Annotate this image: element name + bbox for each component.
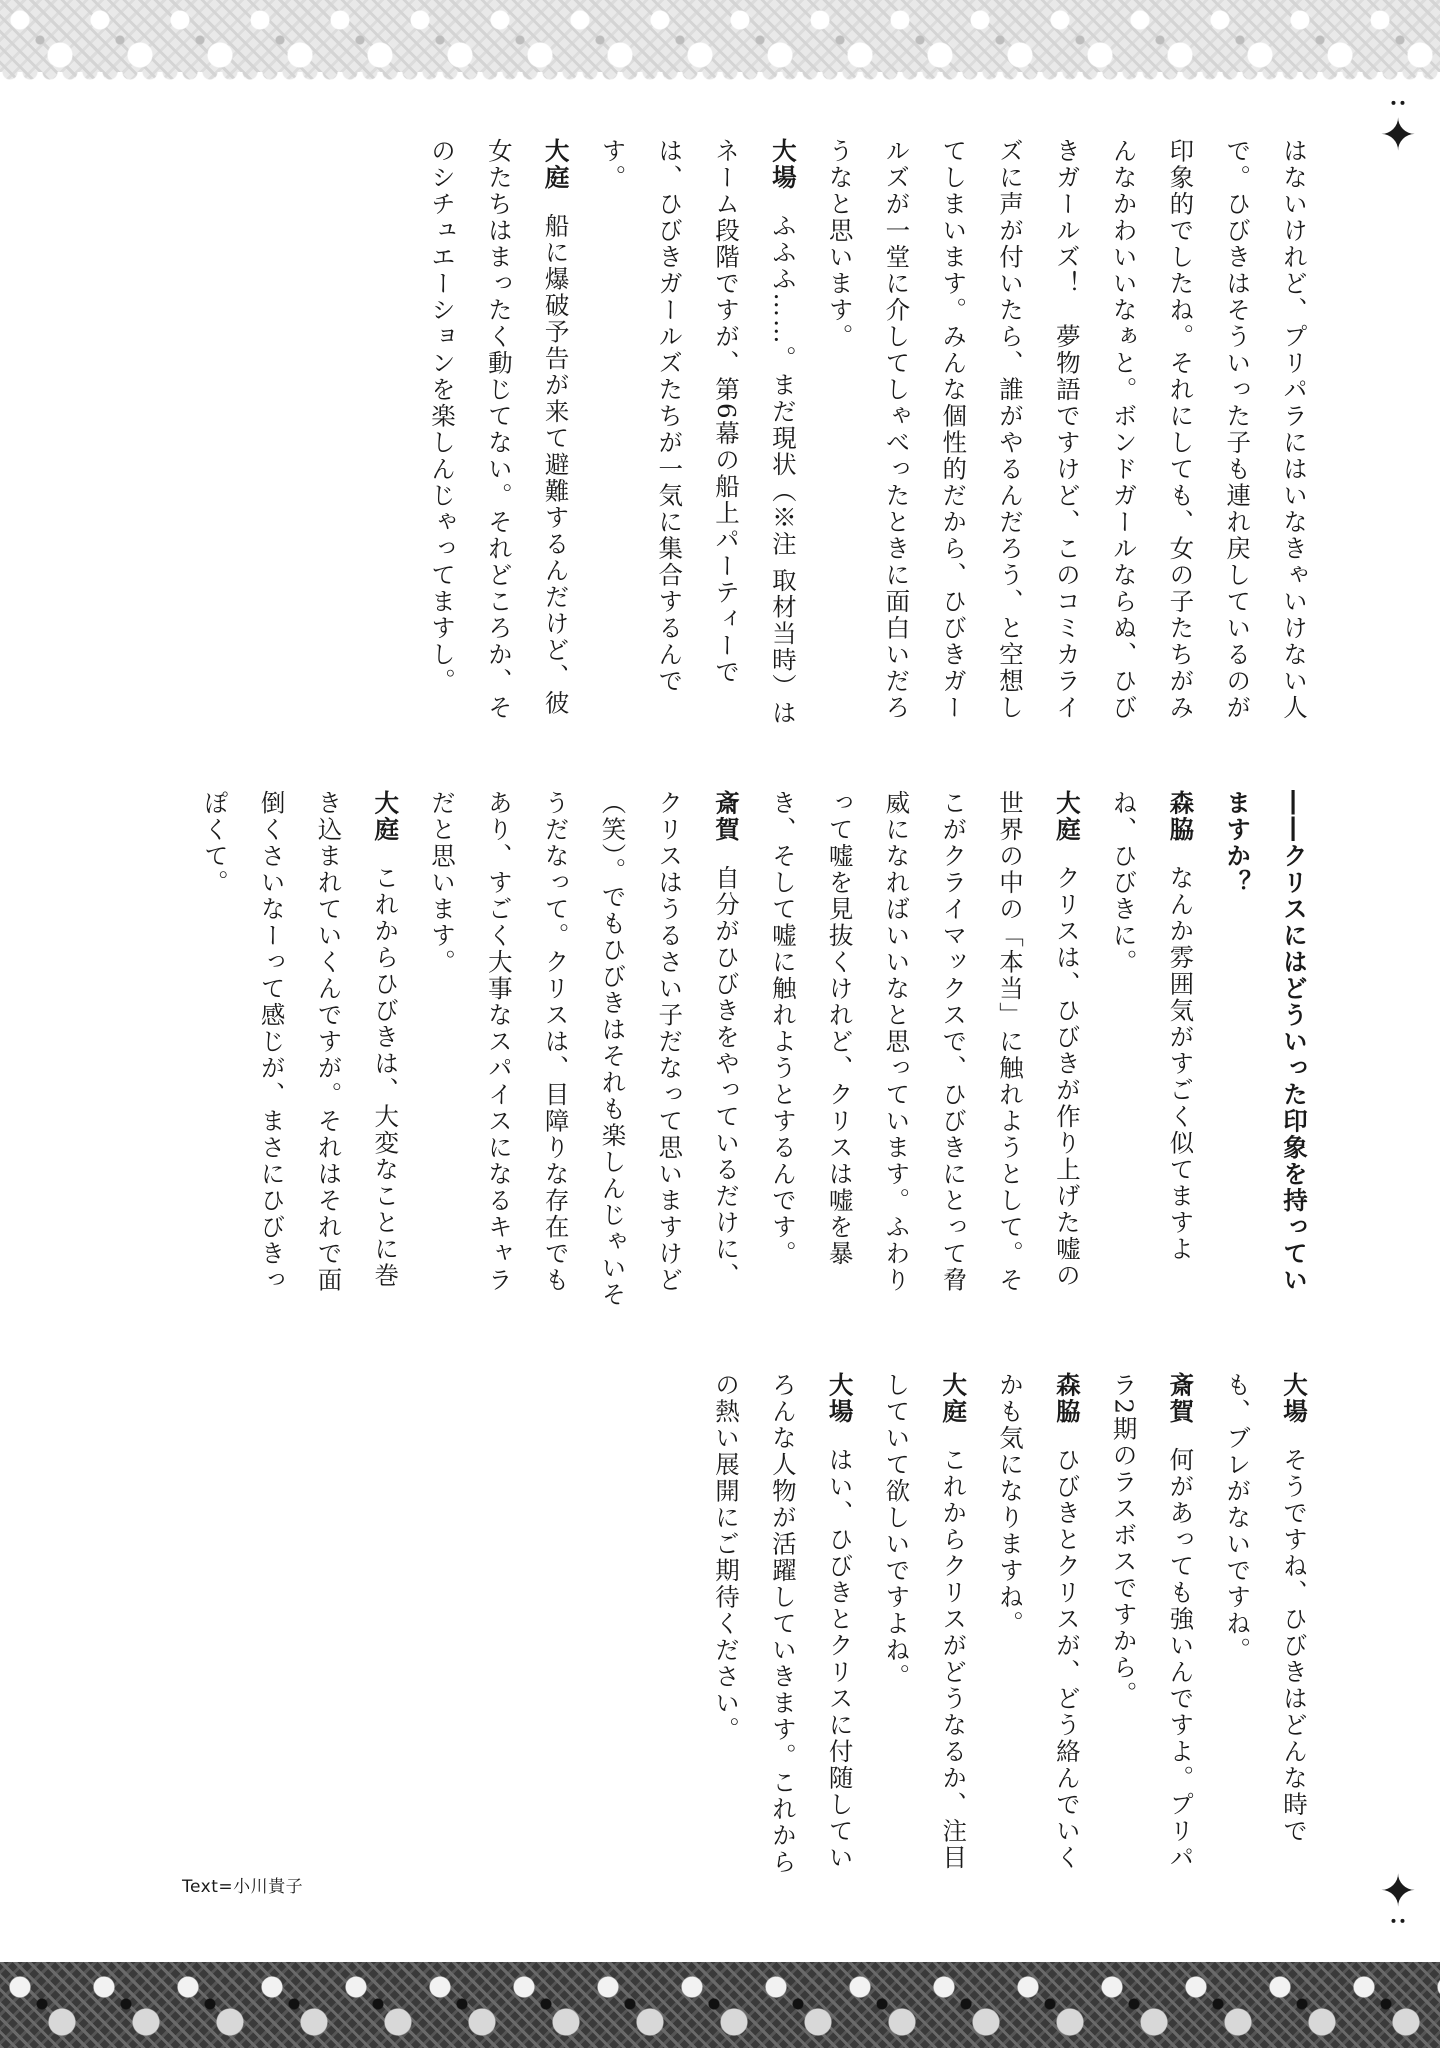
dots-icon: ･･	[1389, 94, 1407, 115]
paragraph-text: クリスは、ひびきが作り上げた嘘の世界の中の「本当」に触れようとして。そこがクライマックスで、ひびきにとって脅威になればいいなと思っています。ふわりって嘘を見抜くけれど、クリスは嘘を暴き、そして嘘に触れようとするんです。	[768, 790, 1082, 1294]
paragraph	[811, 138, 1322, 728]
paragraph-text: 自分がひびきをやっているだけに、クリスはうるさい子だなって思いますけど（笑）。でもひびきはそれも楽しんじゃいそうだなって。クリスは、目障りな存在でもあり、すごく大事なスパイスになるキャラだと思います。	[428, 790, 742, 1308]
paragraph-text: そうですね、ひびきはどんな時でも、ブレがないですね。	[1223, 1372, 1309, 1845]
top-lace-border	[0, 0, 1440, 80]
speaker-name: 大場	[1280, 1372, 1309, 1425]
paragraph	[1095, 790, 1209, 1310]
paragraph-text: これからひびきは、大変なことに巻き込まれていくんですが。それはそれで面倒くさいなーって感じが、まさにひびきっぽくて。	[200, 790, 401, 1294]
lower-text-block	[697, 1372, 1322, 1880]
paragraph	[413, 138, 583, 728]
paragraph-text: 何があっても強いんですよ。プリパラ2期のラスボスですから。	[1109, 1372, 1196, 1872]
interview-question: ――クリスにはどういった印象を持っていますか？	[1223, 790, 1309, 1294]
middle-text-block	[186, 790, 1322, 1310]
upper-text-block	[413, 138, 1322, 728]
sparkle-ornament-top	[1368, 94, 1428, 161]
speaker-name: 大庭	[541, 138, 571, 191]
paragraph	[754, 790, 1095, 1310]
paragraph-text: 船に爆破予告が来て避難するんだけど、彼女たちはまったく動じてない。それどころか、そのシチュエーションを楽しんじゃってますし。	[428, 138, 571, 721]
paragraph	[413, 790, 754, 1310]
sparkle-ornament-bottom	[1368, 1866, 1428, 1933]
paragraph-text: ひびきとクリスが、どう絡んでいくかも気になりますね。	[996, 1372, 1082, 1872]
paragraph-text: これからクリスがどうなるか、注目していて欲しいですよね。	[882, 1372, 969, 1872]
paragraph-text: はい、ひびきとクリスに付随していろんな人物が活躍していきます。これからの熱い展開にご期待ください。	[712, 1372, 855, 1876]
speaker-name: 大場	[768, 138, 798, 191]
paragraph	[868, 1372, 982, 1880]
sparkle-icon: ✦	[1379, 110, 1417, 161]
paragraph	[981, 1372, 1095, 1880]
speaker-name: 大場	[825, 1372, 855, 1425]
top-lace-edge	[0, 72, 1440, 82]
speaker-name: 大庭	[1052, 790, 1082, 843]
paragraph	[1095, 1372, 1209, 1880]
text-credit: Text=小川貴子	[182, 1877, 304, 1897]
paragraph-text: なんか雰囲気がすごく似てますよね、ひびきに。	[1109, 790, 1196, 1263]
paragraph	[186, 790, 413, 1310]
speaker-name: 斎賀	[1166, 1372, 1196, 1425]
dots-icon: ･･	[1389, 1912, 1407, 1933]
paragraph-text: はないけれど、プリパラにはいなきゃいけない人で。ひびきはそういった子も連れ戻しているのが印象的でしたね。それにしても、女の子たちがみんなかわいいなぁと。ボンドガールならぬ、ひびきガールズ！ 夢物語ですけど、このコミカライズに声が付いたら、誰がやるんだろう、と空想してしまいます。みんな個性的だから、ひびきガールズが一堂に介してしゃべったときに面白いだろうなと思います。	[825, 138, 1309, 721]
sparkle-icon: ✦	[1379, 1866, 1417, 1917]
paragraph	[697, 1372, 867, 1880]
speaker-name: 斎賀	[712, 790, 742, 843]
speaker-name: 大庭	[939, 1372, 969, 1425]
paragraph	[1208, 1372, 1322, 1880]
bottom-lace-border	[0, 1962, 1440, 2048]
paragraph	[584, 138, 811, 728]
speaker-name: 森脇	[1166, 790, 1196, 843]
paragraph-text: ふふふ……。まだ現状（※注 取材当時）はネーム段階ですが、第6幕の船上パーティーでは、ひびきガールズたちが一気に集合するんです。	[598, 138, 798, 727]
speaker-name: 大庭	[371, 790, 401, 843]
speaker-name: 森脇	[1052, 1372, 1082, 1425]
